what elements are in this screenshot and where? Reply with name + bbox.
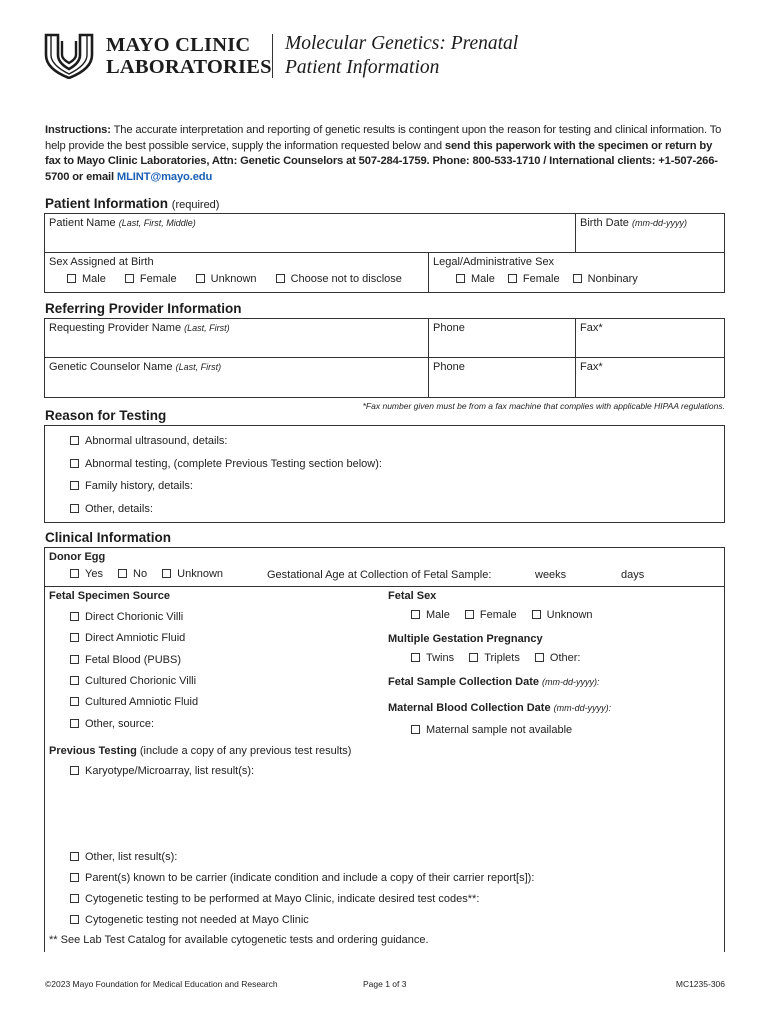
required-label: (required) (171, 199, 220, 211)
maternal-collection-date-label: Maternal Blood Collection Date (388, 702, 551, 714)
legal-sex-options (456, 273, 654, 285)
specimen-source-label: Fetal Specimen Source (49, 590, 171, 602)
genetic-counselor-label: Genetic Counselor Name (49, 361, 173, 373)
divider (428, 252, 429, 292)
checkbox-icon (70, 852, 79, 861)
checkbox-icon (70, 766, 79, 775)
option-label: Cultured Amniotic Fluid (85, 696, 199, 708)
option-label: Female (479, 609, 517, 621)
logo-line-1: MAYO CLINIC (106, 34, 251, 56)
checkbox-icon (411, 725, 420, 734)
option-label: Twins (426, 652, 455, 664)
genetic-counselor-hint: (Last, First) (175, 362, 222, 372)
patient-info-box (44, 213, 725, 293)
option-label: Fetal Blood (PUBS) (85, 654, 181, 666)
previous-testing-hint: (include a copy of any previous test results) (136, 745, 352, 757)
option-label: Unknown (210, 273, 257, 285)
option-label: Direct Chorionic Villi (85, 611, 184, 623)
checkbox-icon (70, 633, 79, 642)
checkbox-icon (70, 504, 79, 513)
divider (45, 586, 724, 587)
checkbox-icon (411, 653, 420, 662)
gestational-days-field[interactable]: days (621, 569, 645, 581)
option-label: Unknown (177, 568, 223, 580)
patient-name-label: Patient Name (49, 217, 116, 229)
instructions-send-text: send this paperwork with the specimen or return by fax to Mayo Clinic Laboratories, Attn: Genetic Counselors at 507-284-1759. Phone: 800-533-1710 / International clients: +1-507-266-5700 or email (45, 139, 718, 183)
provider-section-title: Referring Provider Information (45, 301, 242, 316)
requesting-provider-field[interactable] (49, 322, 230, 334)
option-label: Cytogenetic testing to be performed at Mayo Clinic, indicate desired test codes**: (85, 893, 480, 905)
checkbox-icon (125, 274, 134, 283)
reason-other-checkbox[interactable] (70, 503, 153, 515)
option-label: Parent(s) known to be carrier (indicate condition and include a copy of their carrier report[s]): (85, 872, 535, 884)
option-label: Karyotype/Microarray, list result(s): (85, 765, 255, 777)
instructions (45, 123, 725, 185)
checkbox-icon (573, 274, 582, 283)
birth-date-hint: (mm-dd-yyyy) (631, 218, 687, 228)
checkbox-icon (118, 569, 127, 578)
catalog-note: ** See Lab Test Catalog for available cytogenetic tests and ordering guidance. (49, 934, 429, 946)
provider-phone-field[interactable]: Phone (433, 322, 465, 334)
legal-male-checkbox[interactable] (456, 273, 495, 285)
checkbox-icon (70, 569, 79, 578)
gestational-weeks-field[interactable]: weeks (535, 569, 567, 581)
checkbox-icon (162, 569, 171, 578)
donor-egg-options (70, 568, 239, 580)
checkbox-icon (469, 653, 478, 662)
donor-egg-label: Donor Egg (49, 551, 106, 563)
option-label: Male (82, 273, 106, 285)
option-label: No (133, 568, 148, 580)
patient-name-hint: (Last, First, Middle) (118, 218, 196, 228)
title-line-1: Molecular Genetics: Prenatal (285, 33, 519, 54)
form-code: MC1235-306 (675, 979, 725, 989)
multiple-gestation-label: Multiple Gestation Pregnancy (388, 633, 543, 645)
sex-at-birth-label: Sex Assigned at Birth (49, 256, 154, 268)
specimen-cultured-cvs-checkbox[interactable] (70, 675, 196, 687)
checkbox-icon (70, 697, 79, 706)
maternal-na-checkbox[interactable] (411, 724, 572, 736)
checkbox-icon (70, 481, 79, 490)
logo-wordmark (106, 34, 272, 78)
option-label: Female (139, 273, 177, 285)
checkbox-icon (70, 915, 79, 924)
option-label: Other, source: (85, 718, 155, 730)
fetal-male-checkbox[interactable] (411, 609, 450, 621)
twins-checkbox[interactable] (411, 652, 454, 664)
title-line-2: Patient Information (285, 57, 440, 78)
fetal-collection-date-hint: (mm-dd-yyyy): (542, 677, 600, 687)
checkbox-icon (508, 274, 517, 283)
fetal-sex-options (411, 609, 609, 621)
carrier-checkbox[interactable] (70, 872, 534, 884)
option-label: Maternal sample not available (426, 724, 573, 736)
reason-abnormal-testing-checkbox[interactable] (70, 458, 382, 470)
counselor-phone-field[interactable]: Phone (433, 361, 465, 373)
specimen-cvs-checkbox[interactable] (70, 611, 183, 623)
sex-male-checkbox[interactable] (67, 273, 106, 285)
maternal-collection-date-field[interactable] (388, 702, 611, 714)
divider (428, 319, 429, 397)
option-label: Triplets (484, 652, 520, 664)
sex-female-checkbox[interactable] (125, 273, 177, 285)
gestational-age-label: Gestational Age at Collection of Fetal Sample: (267, 569, 492, 581)
checkbox-icon (70, 873, 79, 882)
checkbox-icon (411, 610, 420, 619)
specimen-amniotic-checkbox[interactable] (70, 632, 185, 644)
checkbox-icon (532, 610, 541, 619)
sex-unknown-checkbox[interactable] (196, 273, 257, 285)
checkbox-icon (67, 274, 76, 283)
fax-footnote: *Fax number given must be from a fax machine that complies with applicable HIPAA regulations. (362, 401, 725, 411)
legal-sex-label: Legal/Administrative Sex (433, 256, 555, 268)
option-label: Direct Amniotic Fluid (85, 632, 186, 644)
checkbox-icon (70, 436, 79, 445)
logo-line-2: LABORATORIES (106, 56, 272, 78)
reason-section-title: Reason for Testing (45, 408, 167, 423)
previous-testing-label (49, 745, 351, 757)
other-results-checkbox[interactable] (70, 851, 177, 863)
fetal-unknown-checkbox[interactable] (532, 609, 593, 621)
previous-testing-title: Previous Testing (49, 745, 137, 757)
fetal-collection-date-label: Fetal Sample Collection Date (388, 676, 539, 688)
cyto-mayo-checkbox[interactable] (70, 893, 479, 905)
page-number: Page 1 of 3 (363, 979, 407, 989)
fetal-female-checkbox[interactable] (465, 609, 517, 621)
requesting-provider-label: Requesting Provider Name (49, 322, 182, 334)
sex-at-birth-options (67, 273, 418, 285)
divider (45, 357, 724, 358)
specimen-other-checkbox[interactable] (70, 718, 154, 730)
reason-family-history-checkbox[interactable] (70, 480, 193, 492)
maternal-collection-date-hint: (mm-dd-yyyy): (553, 703, 612, 713)
option-label: Cultured Chorionic Villi (85, 675, 197, 687)
clinical-section-title: Clinical Information (45, 530, 172, 545)
page-title (285, 32, 518, 80)
fetal-collection-date-field[interactable] (388, 676, 600, 688)
option-label: Other, details: (85, 503, 153, 515)
option-label: Female (522, 273, 560, 285)
copyright: ©2023 Mayo Foundation for Medical Education and Research (45, 979, 278, 989)
reason-box (44, 425, 725, 523)
checkbox-icon (70, 894, 79, 903)
checkbox-icon (70, 612, 79, 621)
checkbox-icon (465, 610, 474, 619)
checkbox-icon (70, 459, 79, 468)
donor-no-checkbox[interactable] (118, 568, 147, 580)
sex-not-disclose-checkbox[interactable] (276, 273, 402, 285)
divider (575, 214, 576, 252)
checkbox-icon (535, 653, 544, 662)
legal-nonbinary-checkbox[interactable] (573, 273, 638, 285)
patient-section-title (45, 196, 219, 211)
donor-yes-checkbox[interactable] (70, 568, 103, 580)
instructions-label: Instructions: (45, 124, 111, 136)
cyto-not-needed-checkbox[interactable] (70, 914, 309, 926)
patient-title: Patient Information (45, 196, 169, 211)
fetal-sex-label: Fetal Sex (388, 590, 437, 602)
checkbox-icon (70, 676, 79, 685)
option-label: Other: (549, 652, 581, 664)
option-label: Unknown (546, 609, 593, 621)
checkbox-icon (70, 655, 79, 664)
karyotype-checkbox[interactable] (70, 765, 254, 777)
option-label: Abnormal testing, (complete Previous Testing section below): (85, 458, 382, 470)
option-label: Yes (85, 568, 103, 580)
triplets-checkbox[interactable] (469, 652, 520, 664)
donor-unknown-checkbox[interactable] (162, 568, 223, 580)
option-label: Choose not to disclose (290, 273, 402, 285)
option-label: Nonbinary (587, 273, 638, 285)
birth-date-field[interactable] (580, 217, 687, 229)
divider (575, 319, 576, 397)
mayo-shield-logo-icon (44, 33, 94, 79)
option-label: Male (471, 273, 495, 285)
header-divider (272, 34, 273, 78)
legal-female-checkbox[interactable] (508, 273, 560, 285)
email-link[interactable]: MLINT@mayo.edu (116, 170, 213, 183)
option-label: Family history, details: (85, 480, 193, 492)
clinical-box (44, 547, 725, 952)
page-header (44, 30, 744, 82)
option-label: Cytogenetic testing not needed at Mayo Clinic (85, 914, 309, 926)
multiple-other-checkbox[interactable] (535, 652, 581, 664)
checkbox-icon (456, 274, 465, 283)
provider-info-box (44, 318, 725, 398)
specimen-pubs-checkbox[interactable] (70, 654, 181, 666)
counselor-fax-field[interactable]: Fax* (580, 361, 603, 373)
divider (45, 252, 724, 253)
birth-date-label: Birth Date (580, 217, 629, 229)
requesting-provider-hint: (Last, First) (184, 323, 230, 333)
specimen-cultured-amniotic-checkbox[interactable] (70, 696, 198, 708)
option-label: Abnormal ultrasound, details: (85, 435, 228, 447)
provider-fax-field[interactable]: Fax* (580, 322, 603, 334)
multiple-gestation-options (411, 652, 596, 664)
checkbox-icon (70, 719, 79, 728)
checkbox-icon (196, 274, 205, 283)
reason-ultrasound-checkbox[interactable] (70, 435, 227, 447)
checkbox-icon (276, 274, 285, 283)
option-label: Other, list result(s): (85, 851, 178, 863)
instructions-text: The accurate interpretation and reporting of genetic results is contingent upon the reason for testing and clinical information. To help provide the best possible service, supply the information requested below and (45, 124, 722, 152)
genetic-counselor-field[interactable] (49, 361, 221, 373)
patient-name-field[interactable] (49, 217, 196, 229)
option-label: Male (426, 609, 450, 621)
